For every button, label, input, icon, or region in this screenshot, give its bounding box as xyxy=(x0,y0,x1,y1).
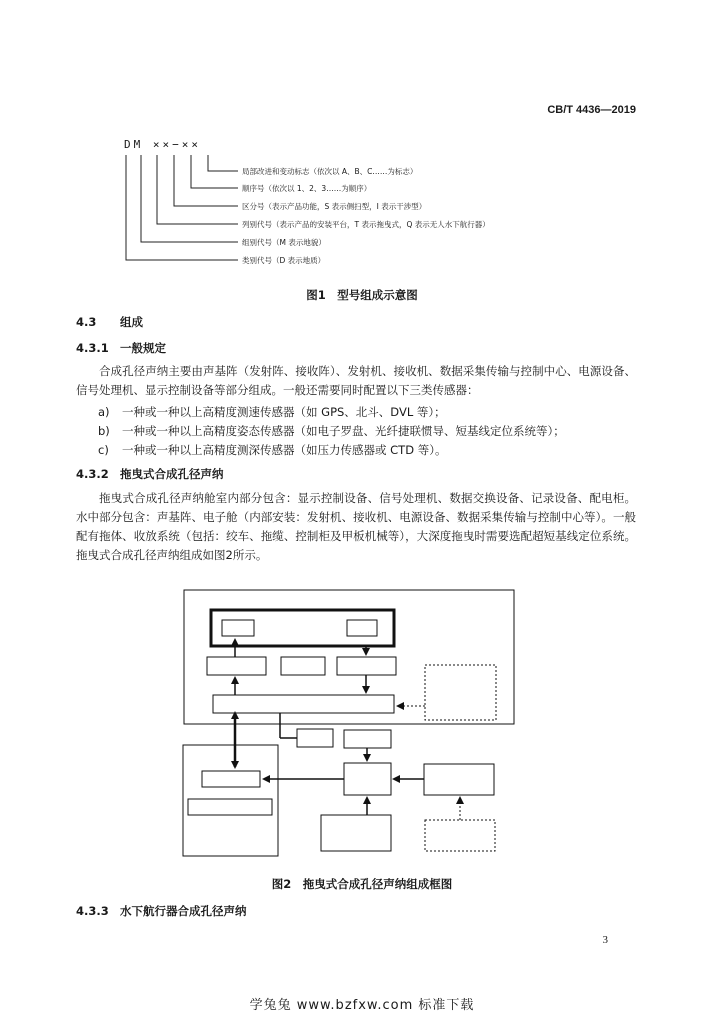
block-row-right xyxy=(337,657,396,675)
heading-4-3-3 xyxy=(76,903,247,919)
list-text: 一种或一种以上高精度测深传感器（如压力传感器或 CTD 等）。 xyxy=(122,443,447,457)
annotation-category: 类别代号（D 表示地质） xyxy=(242,256,326,265)
data-exchange-bar xyxy=(213,695,394,713)
bottom-left-block xyxy=(321,815,391,851)
optional-block-lower xyxy=(425,820,495,851)
footer-watermark: 学兔兔 www.bzfxw.com 标准下载 xyxy=(249,998,475,1013)
model-code: DM ××−×× xyxy=(124,138,201,151)
list-text: 一种或一种以上高精度测速传感器（如 GPS、北斗、DVL 等）； xyxy=(122,405,446,419)
heading-title: 拖曳式合成孔径声纳 xyxy=(120,467,224,481)
right-block xyxy=(424,764,494,795)
figure2-caption: 图2 拖曳式合成孔径声纳组成框图 xyxy=(271,877,453,891)
underwater-wide-block xyxy=(188,799,272,815)
optional-block-upper xyxy=(425,665,496,720)
paragraph-general: 合成孔径声纳主要由声基阵（发射阵、接收阵）、发射机、接收机、数据采集传输与控制中心、电源设备、信号处理机、显示控制设备等部分组成。一般还需要同时配置以下三类传感器： xyxy=(76,364,636,397)
heading-number: 4.3 xyxy=(76,315,97,329)
block-small-right xyxy=(344,730,391,748)
standard-number: CB/T 4436—2019 xyxy=(547,104,636,116)
list-text: 一种或一种以上高精度姿态传感器（如电子罗盘、光纤捷联惯导、短基线定位系统等）； xyxy=(122,424,565,438)
annotation-distinction: 区分号（表示产品功能，S 表示侧扫型，I 表示干涉型） xyxy=(242,202,427,211)
block-small-left xyxy=(297,729,333,747)
heading-title: 组成 xyxy=(120,315,143,329)
display-control-block xyxy=(211,610,394,646)
annotation-group: 组别代号（M 表示地貌） xyxy=(242,238,326,247)
annotation-sequence: 顺序号（依次以 1、2、3……为顺序） xyxy=(242,184,372,193)
heading-number: 4.3.3 xyxy=(76,904,109,918)
center-block xyxy=(344,763,391,795)
figure1-caption: 图1 型号组成示意图 xyxy=(306,288,418,302)
heading-title: 一般规定 xyxy=(120,341,166,355)
underwater-inner-block xyxy=(202,771,260,787)
display-inner-right xyxy=(347,620,377,636)
heading-number: 4.3.1 xyxy=(76,341,109,355)
display-inner-left xyxy=(222,620,254,636)
annotation-series: 列别代号（表示产品的安装平台，T 表示拖曳式，Q 表示无人水下航行器） xyxy=(242,220,490,229)
list-label: b) xyxy=(98,424,110,438)
list-label: a) xyxy=(98,405,110,419)
list-label: c) xyxy=(98,443,109,457)
block-row-middle xyxy=(281,657,325,675)
paragraph-towed: 拖曳式合成孔径声纳舱室内部分包含：显示控制设备、信号处理机、数据交换设备、记录设备、配电柜。水中部分包含：声基阵、电子舱（内部安装：发射机、接收机、电源设备、数据采集传输与控制中心等）。一般配有拖体、收放系统（包括：绞车、拖缆、控制柜及甲板机械等），大深度拖曳时需要选配超短基线定位系统。拖曳式合成孔径声纳组成如图2所示。 xyxy=(76,491,636,562)
heading-number: 4.3.2 xyxy=(76,467,109,481)
underwater-enclosure xyxy=(183,745,278,856)
block-row-left xyxy=(207,657,266,675)
annotation-improvement: 局部改进和变动标志（依次以 A、B、C……为标志） xyxy=(242,167,418,176)
page-number: 3 xyxy=(602,934,608,946)
heading-title: 水下航行器合成孔径声纳 xyxy=(120,904,247,918)
